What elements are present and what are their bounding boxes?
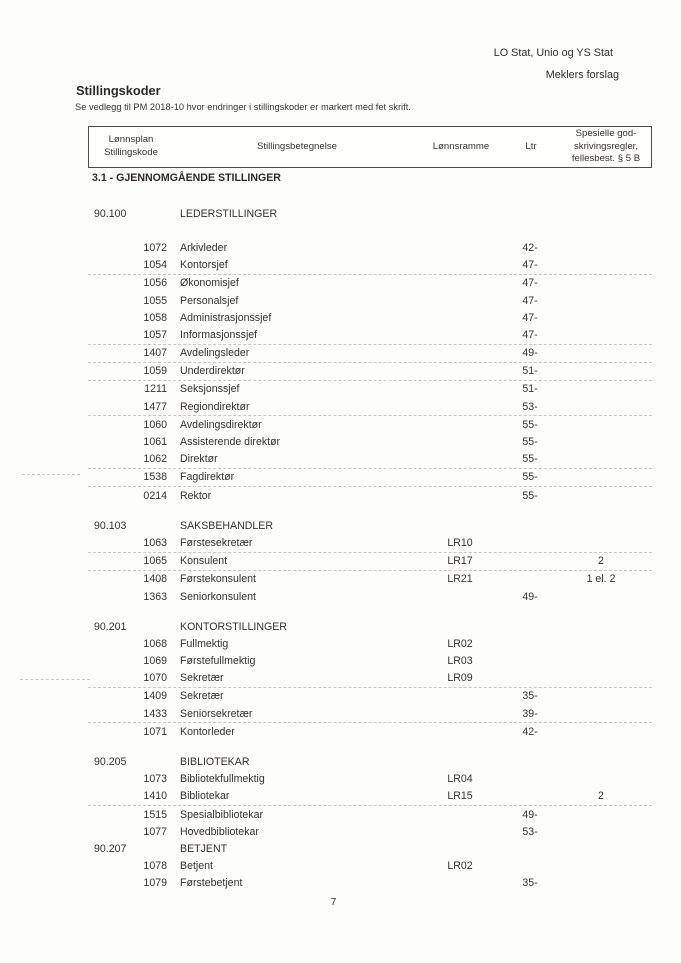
group-code: 90.100 (94, 207, 127, 220)
position-code: 1058 (143, 311, 167, 324)
position-code: 1410 (143, 790, 167, 803)
position-title: Førstefullmektig (180, 655, 256, 668)
position-row (88, 788, 652, 806)
position-code: 1433 (143, 707, 167, 720)
ltr-value: 39- (522, 707, 538, 720)
position-row (88, 823, 652, 840)
position-group (88, 840, 652, 892)
col-header-spesielle-line3: fellesbest. § 5 B (571, 153, 641, 165)
position-row (88, 451, 652, 469)
position-code: 1060 (143, 418, 167, 431)
ltr-value: 42- (522, 725, 538, 738)
ltr-value: 55- (522, 471, 538, 484)
ltr-value: 51- (522, 383, 538, 396)
position-code: 1070 (143, 672, 167, 685)
position-row (88, 688, 652, 705)
position-code: 0214 (143, 489, 167, 502)
lonnsramme-value: LR02 (447, 637, 473, 650)
position-title: Seniorkonsulent (180, 590, 256, 603)
group-name: KONTORSTILLINGER (180, 620, 287, 633)
position-title: Førstesekretær (180, 536, 253, 549)
scan-artifact (20, 679, 90, 680)
position-code: 1069 (143, 655, 167, 668)
position-row (88, 381, 652, 398)
position-title: Sekretær (180, 690, 224, 703)
ltr-value: 35- (522, 690, 538, 703)
position-row (88, 553, 652, 571)
position-row (88, 571, 652, 588)
ltr-value: 47- (522, 259, 538, 272)
group-heading-row (88, 753, 652, 770)
position-title: Økonomisjef (180, 277, 239, 290)
scan-artifact (22, 474, 80, 475)
position-title: Seksjonssjef (180, 383, 240, 396)
position-row (88, 345, 652, 363)
ltr-value: 49- (522, 347, 538, 360)
ltr-value: 47- (522, 311, 538, 324)
group-heading-row (88, 618, 652, 635)
ltr-value: 47- (522, 294, 538, 307)
position-row (88, 363, 652, 381)
lonnsramme-value: LR17 (447, 555, 473, 568)
position-code: 1477 (143, 400, 167, 413)
position-row (88, 257, 652, 275)
spesielle-value: 2 (598, 790, 604, 803)
ltr-value: 55- (522, 453, 538, 466)
col-header-lonnsramme: Lønnsramme (432, 140, 490, 152)
ltr-value: 55- (522, 489, 538, 502)
position-code: 1407 (143, 347, 167, 360)
position-row (88, 398, 652, 416)
col-header-spesielle-line2: skrivingsregler, (574, 140, 638, 152)
position-code: 1061 (143, 436, 167, 449)
position-group (88, 618, 652, 740)
table-header-box (88, 126, 652, 168)
ltr-value: 51- (522, 365, 538, 378)
position-row (88, 806, 652, 823)
position-title: Bibliotekfullmektig (180, 773, 265, 786)
lonnsramme-value: LR02 (447, 860, 473, 873)
position-code: 1059 (143, 365, 167, 378)
position-title: Fagdirektør (180, 471, 235, 484)
position-title: Betjent (180, 860, 213, 873)
position-title: Assisterende direktør (180, 436, 281, 449)
position-group (88, 517, 652, 605)
position-title: Avdelingsleder (180, 347, 250, 360)
group-heading-row (88, 840, 652, 857)
position-code: 1057 (143, 328, 167, 341)
position-row (88, 875, 652, 892)
col-header-spesielle (561, 128, 651, 166)
position-row (88, 771, 652, 788)
group-name: LEDERSTILLINGER (180, 207, 278, 220)
position-code: 1078 (143, 860, 167, 873)
position-title: Underdirektør (180, 365, 245, 378)
position-row (88, 487, 652, 504)
position-code: 1409 (143, 690, 167, 703)
lonnsramme-value: LR04 (447, 773, 473, 786)
header-right-line2: Meklers forslag (545, 69, 619, 81)
lonnsramme-value: LR09 (447, 672, 473, 685)
position-row (88, 433, 652, 450)
position-row (88, 635, 652, 652)
ltr-value: 53- (522, 825, 538, 838)
position-code: 1072 (143, 241, 167, 254)
ltr-value: 53- (522, 400, 538, 413)
position-title: Førstekonsulent (180, 573, 256, 586)
position-row (88, 534, 652, 552)
position-row (88, 239, 652, 256)
position-code: 1073 (143, 773, 167, 786)
position-title: Kontorleder (180, 725, 235, 738)
position-group (88, 753, 652, 840)
position-code: 1211 (144, 383, 167, 396)
position-title: Konsulent (180, 555, 228, 568)
position-row (88, 326, 652, 344)
group-heading-row (88, 205, 652, 222)
ltr-value: 42- (522, 241, 538, 254)
position-code: 1068 (143, 637, 167, 650)
position-title: Bibliotekar (180, 790, 230, 803)
spesielle-value: 2 (598, 555, 604, 568)
position-title: Informasjonssjef (180, 328, 258, 341)
group-code: 90.201 (94, 620, 127, 633)
position-row (88, 588, 652, 605)
lonnsramme-value: LR10 (447, 536, 473, 549)
position-code: 1055 (143, 294, 167, 307)
page-number: 7 (330, 897, 337, 908)
position-code: 1408 (143, 573, 167, 586)
position-code: 1515 (143, 808, 167, 821)
position-title: Direktør (180, 453, 218, 466)
position-row (88, 309, 652, 326)
position-title: Spesialbibliotekar (180, 808, 264, 821)
position-code: 1056 (143, 277, 167, 290)
position-code: 1363 (143, 590, 167, 603)
position-title: Administrasjonssjef (180, 311, 272, 324)
page-title: Stillingskoder (76, 83, 161, 98)
position-code: 1063 (143, 536, 167, 549)
lonnsramme-value: LR21 (447, 573, 473, 586)
ltr-value: 35- (522, 877, 538, 890)
position-title: Hovedbibliotekar (180, 825, 259, 838)
position-row (88, 275, 652, 292)
col-header-stillingsbetegnelse: Stillingsbetegnelse (256, 140, 337, 152)
position-row (88, 292, 652, 309)
lonnsramme-value: LR15 (447, 790, 473, 803)
col-header-ltr: Ltr (525, 140, 537, 152)
ltr-value: 55- (522, 436, 538, 449)
section-heading: 3.1 - GJENNOMGÅENDE STILLINGER (92, 172, 281, 184)
position-title: Førstebetjent (180, 877, 243, 890)
position-code: 1054 (143, 259, 167, 272)
ltr-value: 47- (522, 328, 538, 341)
blank-row (88, 222, 652, 239)
position-code: 1079 (143, 877, 167, 890)
group-code: 90.205 (94, 756, 127, 769)
position-code: 1071 (143, 725, 167, 738)
position-code: 1077 (143, 825, 167, 838)
position-title: Seniorsekretær (180, 707, 253, 720)
col-header-lonnsplan-line2: Stillingskode (104, 147, 158, 158)
group-heading-row (88, 517, 652, 534)
position-title: Fullmektig (180, 637, 229, 650)
col-header-lonnsplan (89, 134, 173, 159)
group-name: BETJENT (180, 842, 228, 855)
position-row (88, 670, 652, 688)
ltr-value: 55- (522, 418, 538, 431)
position-code: 1065 (143, 555, 167, 568)
document-header-right (494, 42, 619, 86)
position-row (88, 705, 652, 723)
position-title: Sekretær (180, 672, 224, 685)
col-header-spesielle-line1: Spesielle god- (575, 128, 637, 140)
table-body (88, 205, 652, 892)
position-row (88, 858, 652, 875)
position-title: Kontorsjef (180, 259, 228, 272)
ltr-value: 47- (522, 277, 538, 290)
position-title: Rektor (180, 489, 212, 502)
position-row (88, 469, 652, 487)
position-code: 1062 (143, 453, 167, 466)
position-code: 1538 (143, 471, 167, 484)
position-row (88, 723, 652, 740)
group-code: 90.207 (94, 842, 127, 855)
group-name: BIBLIOTEKAR (180, 756, 250, 769)
ltr-value: 49- (522, 590, 538, 603)
header-right-line1: LO Stat, Unio og YS Stat (493, 47, 613, 59)
group-name: SAKSBEHANDLER (180, 519, 274, 532)
ltr-value: 49- (522, 808, 538, 821)
position-title: Personalsjef (180, 294, 239, 307)
position-group (88, 205, 652, 504)
spesielle-value: 1 el. 2 (586, 573, 616, 586)
lonnsramme-value: LR03 (447, 655, 473, 668)
page-subtitle: Se vedlegg til PM 2018-10 hvor endringer i stillingskoder er markert med fet skrift. (75, 102, 411, 112)
col-header-lonnsplan-line1: Lønnsplan (108, 134, 154, 146)
position-row (88, 416, 652, 433)
position-title: Regiondirektør (180, 400, 250, 413)
group-code: 90.103 (94, 519, 127, 532)
position-title: Arkivleder (180, 241, 228, 254)
position-title: Avdelingsdirektør (180, 418, 262, 431)
position-row (88, 653, 652, 670)
